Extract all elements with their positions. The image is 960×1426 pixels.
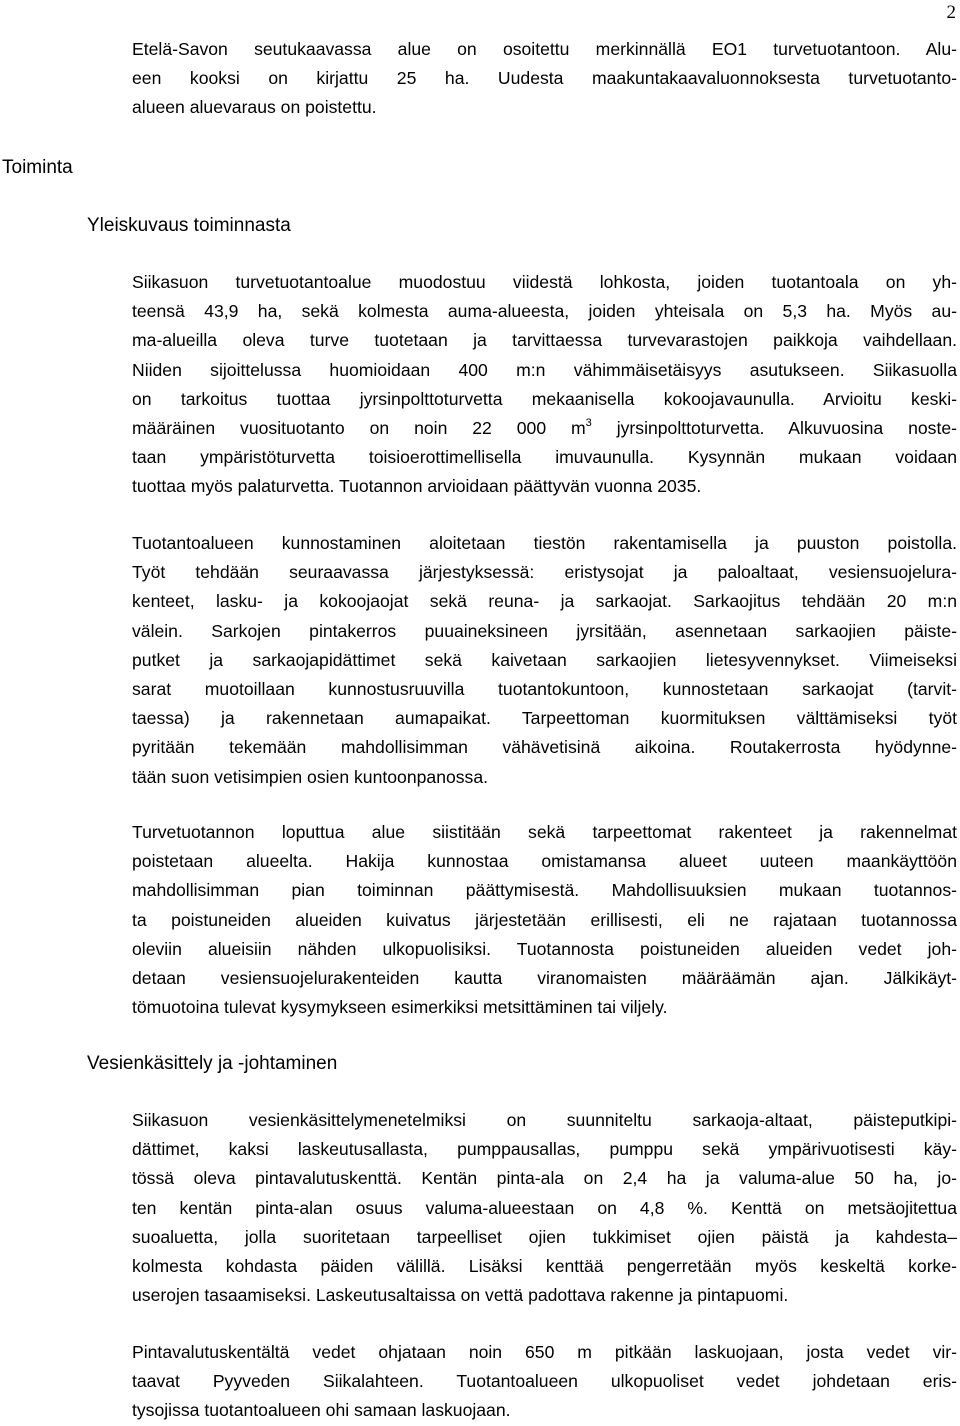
text-line: mahdollisimman pian toiminnan päättymisestä. Mahdollisuuksien mukaan tuotannos-	[132, 880, 957, 901]
text-line: tömuotoina tulevat kysymykseen esimerkiksi metsittäminen tai viljely.	[132, 997, 668, 1018]
text-line: välein. Sarkojen pintakerros puuaineksineen jyrsitään, asennetaan sarkaojien päiste-	[132, 620, 957, 641]
text-line: detaan vesiensuojelurakenteiden kautta viranomaisten määräämän ajan. Jälkikäyt-	[132, 968, 957, 989]
text-line: on tarkoitus tuottaa jyrsinpolttoturvetta mekaanisella kokoojavaunulla. Arvioitu keski-	[132, 388, 957, 409]
subheading-vesienkasittely: Vesienkäsittely ja -johtaminen	[87, 1053, 338, 1074]
intro-paragraph	[132, 35, 957, 123]
text-fragment: määräinen vuosituotanto on noin 22 000 m	[132, 418, 586, 439]
text-line: sarat muotoillaan kunnostusruuvilla tuotantokuntoon, kunnostetaan sarkaojat (tarvit-	[132, 679, 957, 700]
text-line: suoaluetta, jolla suoritetaan tarpeelliset ojien tukkimiset ojien päistä ja kahdesta–	[132, 1226, 957, 1247]
subheading-yleiskuvaus: Yleiskuvaus toiminnasta	[87, 215, 291, 236]
text-line: oleviin alueisiin nähden ulkopuolisiksi. Tuotannosta poistuneiden alueiden vedet joh-	[132, 938, 957, 959]
text-line: ma-alueilla oleva turve tuotetaan ja tarvittaessa turvevarastojen paikkoja vaihdellaan.	[132, 330, 957, 351]
page-number: 2	[946, 2, 956, 23]
text-line: userojen tasaamiseksi. Laskeutusaltaissa on vettä padottava rakenne ja pintapuomi.	[132, 1285, 789, 1306]
text-line: teensä 43,9 ha, sekä kolmesta auma-alueesta, joiden yhteisala on 5,3 ha. Myös au-	[132, 301, 957, 322]
text-line: Työt tehdään seuraavassa järjestyksessä: eristysojat ja paloaltaat, vesiensuojelura-	[132, 562, 957, 583]
paragraph-yleiskuvaus-3	[132, 818, 957, 1022]
text-line: tään suon vetisimpien osien kuntoonpanossa.	[132, 766, 489, 787]
text-line: taan ympäristöturvetta toisioerottimellisella imuvaunulla. Kysynnän mukaan voidaan	[132, 447, 957, 468]
text-line: Pintavalutuskentältä vedet ohjataan noin 650 m pitkään laskuojaan, josta vedet vir-	[132, 1342, 957, 1362]
text-line: tysojissa tuotantoalueen ohi samaan laskuojaan.	[132, 1400, 511, 1421]
text-line: taavat Pyyveden Siikalahteen. Tuotantoalueen ulkopuoliset vedet johdetaan eris-	[132, 1371, 957, 1392]
text-line: kenteet, lasku- ja kokoojaojat sekä reuna- ja sarkaojat. Sarkaojitus tehdään 20 m:n	[132, 591, 957, 612]
text-line: Etelä-Savon seutukaavassa alue on osoitettu merkinnällä EO1 turvetuotantoon. Alu-	[132, 39, 957, 59]
paragraph-yleiskuvaus-1	[132, 268, 957, 502]
paragraph-vesienkasittely-1	[132, 1106, 957, 1310]
text-line	[132, 414, 957, 443]
text-line: taessa) ja rakennetaan aumapaikat. Tarpeettoman kuormituksen välttämiseksi työt	[132, 708, 957, 729]
text-line: tössä oleva pintavalutuskenttä. Kentän pinta-ala on 2,4 ha ja valuma-alue 50 ha, jo-	[132, 1168, 957, 1189]
text-line: poistetaan alueelta. Hakija kunnostaa omistamansa alueet uuteen maankäyttöön	[132, 851, 957, 872]
text-line: Turvetuotannon loputtua alue siistitään sekä tarpeettomat rakenteet ja rakennelmat	[132, 822, 957, 842]
text-line: pyritään tekemään mahdollisimman vähävetisinä aikoina. Routakerrosta hyödynne-	[132, 737, 957, 758]
text-line: kolmesta kohdasta päiden välillä. Lisäksi kenttää pengerretään myös keskeltä korke-	[132, 1256, 957, 1277]
text-line: een kooksi on kirjattu 25 ha. Uudesta maakuntakaavaluonnoksesta turvetuotanto-	[132, 68, 957, 89]
text-line: putket ja sarkaojapidättimet sekä kaivetaan sarkaojien lietesyvennykset. Viimeiseksi	[132, 649, 957, 670]
text-fragment: jyrsinpolttoturvetta. Alkuvuosina noste-	[591, 418, 957, 439]
text-line: tuottaa myös palaturvetta. Tuotannon arvioidaan päättyvän vuonna 2035.	[132, 476, 702, 497]
paragraph-yleiskuvaus-2	[132, 529, 957, 792]
text-line: ta poistuneiden alueiden kuivatus järjestetään erillisesti, eli ne rajataan tuotannossa	[132, 909, 957, 930]
text-line: Niiden sijoittelussa huomioidaan 400 m:n vähimmäisetäisyys asutukseen. Siikasuolla	[132, 359, 957, 380]
text-line: ten kentän pinta-alan osuus valuma-alueestaan on 4,8 %. Kenttä on metsäojitettua	[132, 1197, 957, 1218]
superscript: 3	[585, 417, 592, 430]
section-heading-toiminta: Toiminta	[2, 157, 73, 178]
text-line: Siikasuon vesienkäsittelymenetelmiksi on suunniteltu sarkaoja-altaat, päisteputkipi-	[132, 1110, 957, 1130]
text-line: dättimet, kaksi laskeutusallasta, pumppausallas, pumppu sekä ympärivuotisesti käy-	[132, 1139, 957, 1160]
text-line: alueen aluevaraus on poistettu.	[132, 97, 377, 118]
text-line: Tuotantoalueen kunnostaminen aloitetaan tiestön rakentamisella ja puuston poistolla.	[132, 533, 957, 553]
paragraph-vesienkasittely-2	[132, 1338, 957, 1426]
text-line: Siikasuon turvetuotantoalue muodostuu viidestä lohkosta, joiden tuotantoala on yh-	[132, 272, 957, 292]
